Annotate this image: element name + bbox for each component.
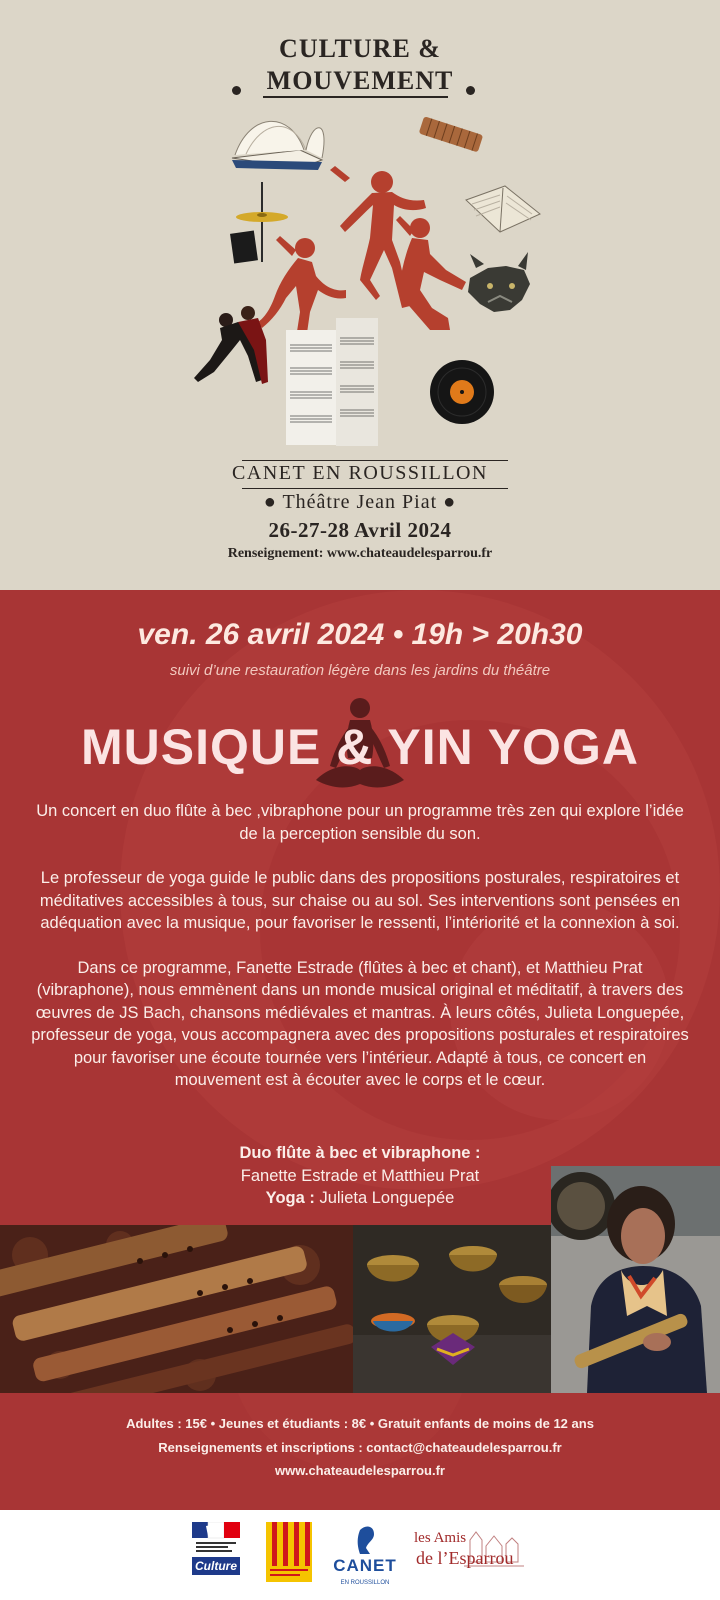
yoga-label: Yoga :	[265, 1189, 315, 1207]
amis-line1: les Amis	[414, 1530, 467, 1546]
poster-info: Renseignement: www.chateaudelesparrou.fr	[227, 546, 493, 561]
amis-esparrou-logo	[414, 1524, 534, 1584]
amis-line2: de l’Esparrou	[416, 1548, 514, 1568]
poster-city: CANET EN ROUSSILLON	[232, 462, 488, 484]
culture-mouvement-poster	[0, 0, 720, 590]
tango-couple-image	[194, 306, 268, 384]
description-paragraph-3: Dans ce programme, Fanette Estrade (flûtes à bec et chant), et Matthieu Prat (vibraphone), nous emmènent dans un monde musical original et méditatif, à travers des œuvres de JS Bach, chansons médiévales et mantras. À leurs côtés, Julieta Longuepée, professeur de yoga, vous accompagnera avec des propositions posturales et respiratoires pour favoriser une écoute tournée vers l’intérieur. Adapté à tous, ce concert en mouvement est à écouter avec le corps et le cœur.	[31, 958, 689, 1089]
poster-venue: ● Théâtre Jean Piat ●	[263, 491, 457, 513]
culture-ministry-logo: Culture	[192, 1557, 240, 1575]
yoga-teacher-photo	[551, 1166, 720, 1393]
open-book-image	[232, 121, 324, 170]
dancer-silhouettes	[258, 166, 466, 340]
marianne-logo	[192, 1522, 240, 1554]
partner-logos	[0, 1510, 720, 1600]
canet-subtext: EN ROUSSILLON	[340, 1580, 390, 1586]
dragon-head-image	[468, 252, 530, 312]
event-headline: MUSIQUE & YIN YOGA	[81, 719, 639, 775]
city-rule-top	[242, 460, 508, 461]
cymbal-image	[230, 182, 288, 264]
website-link[interactable]: www.chateaudelesparrou.fr	[274, 1463, 445, 1478]
contact-line: Renseignements et inscriptions : contact@chateaudelesparrou.fr	[158, 1439, 562, 1455]
event-description	[30, 800, 690, 1114]
event-practical-info	[0, 1412, 720, 1483]
event-subtitle: suivi d’une restauration légère dans les jardins du théâtre	[169, 662, 551, 679]
yoga-name: Julieta Longuepée	[314, 1189, 455, 1207]
recorder-flutes-photo	[0, 1225, 353, 1393]
pan-flute-image	[419, 116, 484, 152]
description-paragraph-1: Un concert en duo flûte à bec ,vibraphone pour un programme très zen qui explore l’idée de la perception sensible du son.	[36, 802, 684, 843]
sheet-music-image	[286, 318, 378, 446]
singing-bowls-photo	[353, 1225, 551, 1393]
price-line: Adultes : 15€ • Jeunes et étudiants : 8€ • Gratuit enfants de moins de 12 ans	[126, 1416, 594, 1431]
city-rule-bottom	[242, 488, 508, 489]
duo-label: Duo flûte à bec et vibraphone :	[239, 1144, 481, 1162]
description-paragraph-2: Le professeur de yoga guide le public dans des propositions posturales, respiratoires et méditatives accessibles à tous, sur chaise ou au sol. Ses interventions sont pensées en adéquation avec la musique, pour favoriser le ressenti, l’intériorité et la connexion à soi.	[39, 869, 681, 932]
poster-title-line2: MOUVEMENT	[266, 66, 454, 95]
poster-dates: 26-27-28 Avril 2024	[268, 518, 452, 542]
vinyl-record-image	[430, 360, 494, 424]
canet-logo	[330, 1524, 400, 1586]
book-right-image	[466, 186, 540, 232]
pyrenees-orientales-logo	[266, 1522, 312, 1582]
event-date-time: ven. 26 avril 2024 • 19h > 20h30	[137, 618, 583, 651]
duo-names: Fanette Estrade et Matthieu Prat	[240, 1166, 480, 1185]
poster-title-line1: CULTURE &	[279, 34, 441, 63]
canet-text: CANET	[333, 1556, 397, 1575]
